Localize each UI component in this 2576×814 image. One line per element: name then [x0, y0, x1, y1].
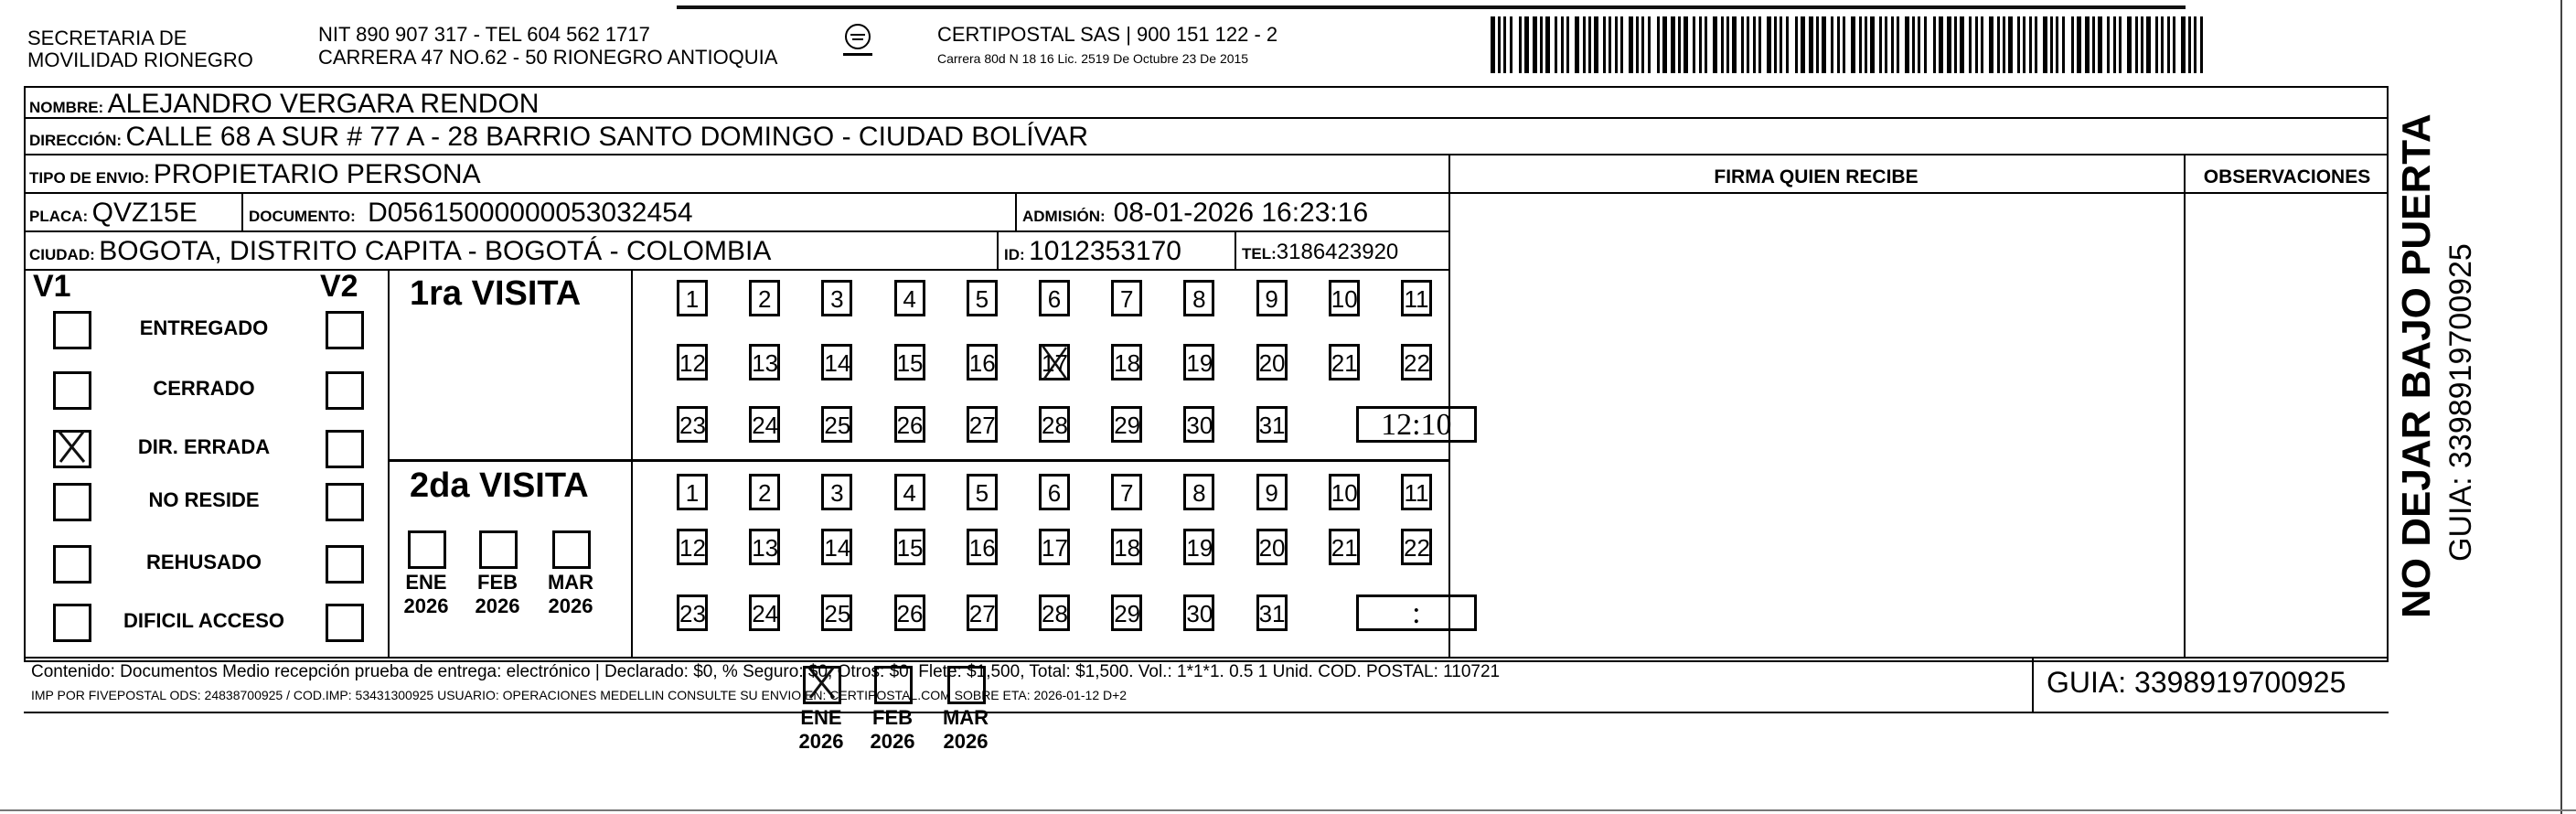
barcode-bar	[1924, 16, 1927, 73]
page-edge	[2560, 0, 2562, 814]
visit1-month-year: 2026	[943, 730, 989, 753]
barcode-bar	[1969, 16, 1972, 73]
barcode-bar	[2003, 16, 2005, 73]
visit1-day-box[interactable]: 13	[749, 344, 780, 380]
nombre-field	[29, 89, 539, 120]
barcode-bar	[2135, 16, 2138, 73]
visit1-day-box[interactable]: 31	[1256, 406, 1288, 443]
visit2-day-box[interactable]: 28	[1039, 594, 1070, 631]
visit2-day-box[interactable]: 8	[1183, 474, 1214, 510]
barcode-bar	[2146, 16, 2151, 73]
sender-name-line1: SECRETARIA DE	[27, 27, 187, 49]
visit2-month-checkbox[interactable]	[552, 530, 591, 569]
barcode-bar	[1905, 16, 1909, 73]
footer-frame	[24, 657, 2389, 713]
status-v2-checkbox[interactable]	[326, 311, 364, 349]
barcode-bar	[2173, 16, 2175, 73]
barcode-bar	[1705, 16, 1707, 73]
visit1-day-box[interactable]: 7	[1111, 280, 1142, 316]
barcode-bar	[2085, 16, 2090, 73]
visit2-month-name: ENE	[405, 571, 447, 594]
barcode-bar	[2119, 16, 2122, 73]
barcode-bar	[2113, 16, 2116, 73]
status-v1-checkbox[interactable]	[53, 430, 91, 468]
visit1-day-box[interactable]: 6	[1039, 280, 1070, 316]
barcode-bar	[2107, 16, 2110, 73]
visit1-day-box[interactable]: 20	[1256, 344, 1288, 380]
visit1-month-name: MAR	[942, 706, 989, 729]
visit1-day-box[interactable]: 29	[1111, 406, 1142, 443]
visit2-day-box[interactable]: 31	[1256, 594, 1288, 631]
barcode-bar	[2029, 16, 2032, 73]
visit2-month-label	[399, 571, 454, 618]
status-v1-checkbox[interactable]	[53, 545, 91, 584]
barcode-bar	[1939, 16, 1943, 73]
documento-label: DOCUMENTO:	[249, 208, 356, 225]
status-label: CERRADO	[153, 377, 255, 400]
divider-days	[631, 271, 633, 657]
visit2-month-year: 2026	[548, 594, 593, 617]
header-underline-right	[1448, 192, 2389, 194]
barcode-bar	[2098, 16, 2102, 73]
sender-nit: NIT 890 907 317 - TEL 604 562 1717	[318, 23, 650, 46]
barcode-bar	[1678, 16, 1681, 73]
sender-address: CARRERA 47 NO.62 - 50 RIONEGRO ANTIOQUIA	[318, 46, 778, 69]
status-v2-checkbox[interactable]	[326, 430, 364, 468]
barcode-bar	[1918, 16, 1920, 73]
barcode-bar	[1566, 16, 1569, 73]
courier-license: Carrera 80d N 18 16 Lic. 2519 De Octubre 23 De 2015	[937, 51, 1249, 66]
visit1-month-year: 2026	[798, 730, 844, 753]
barcode-bar	[1758, 16, 1761, 73]
barcode-bar	[1732, 16, 1737, 73]
visit1-day-box[interactable]: 30	[1183, 406, 1214, 443]
visit2-month-checkbox[interactable]	[479, 530, 518, 569]
barcode-bar	[2062, 16, 2065, 73]
footer-guia: GUIA: 3398919700925	[2047, 666, 2346, 699]
documento-value: D05615000000053032454	[368, 198, 693, 228]
visit1-day-box[interactable]: 16	[967, 344, 998, 380]
barcode-bar	[1933, 16, 1936, 73]
barcode-bar	[1774, 16, 1777, 73]
visit2-day-box[interactable]: 4	[894, 474, 925, 510]
visit2-day-box[interactable]: 23	[677, 594, 708, 631]
status-v1-checkbox[interactable]	[53, 604, 91, 642]
visit1-day-box[interactable]	[1039, 344, 1070, 380]
barcode-bar	[2161, 16, 2164, 73]
barcode-bar	[1885, 16, 1887, 73]
footer-contenido: Contenido: Documentos Medio recepción prueba de entrega: electrónico | Declarado: $0, % Seguro: $0, Otros: $0, Flete: $1,500, Total: $1,500. Vol.: 1*1*1. 0.5 1 Unid. COD. POSTAL: 110721	[31, 662, 1501, 681]
visit1-day-box[interactable]: 5	[967, 280, 998, 316]
barcode-bar	[1636, 16, 1639, 73]
visit2-day-box[interactable]: 3	[821, 474, 852, 510]
visit2-day-box[interactable]: 2	[749, 474, 780, 510]
barcode-bar	[1747, 16, 1749, 73]
tipo-value: PROPIETARIO PERSONA	[153, 159, 481, 189]
status-v1-checkbox[interactable]	[53, 483, 91, 521]
barcode-bar	[1981, 16, 1983, 73]
barcode-bar	[1699, 16, 1702, 73]
visit1-day-number: 17	[1042, 349, 1068, 377]
barcode-bar	[1721, 16, 1724, 73]
visit2-day-box[interactable]: 24	[749, 594, 780, 631]
barcode-bar	[2056, 16, 2058, 73]
visit2-day-box[interactable]: 17	[1039, 529, 1070, 565]
barcode-bar	[2077, 16, 2081, 73]
barcode-bar	[1540, 16, 1543, 73]
divider-obs	[2184, 155, 2186, 657]
barcode-bar	[1683, 16, 1688, 73]
admision-field	[1022, 198, 1368, 229]
barcode-bar	[2167, 16, 2170, 73]
visit1-day-box[interactable]: 12	[677, 344, 708, 380]
visit2-day-box[interactable]: 16	[967, 529, 998, 565]
barcode-bar	[1662, 16, 1667, 73]
visit1-title: 1ra VISITA	[410, 274, 582, 313]
barcode-bar	[1594, 16, 1598, 73]
barcode-bar	[1519, 16, 1522, 73]
barcode-bar	[1620, 16, 1623, 73]
tel-label: TEL:	[1242, 245, 1277, 262]
barcode-bar	[2023, 16, 2026, 73]
barcode-bar	[1859, 16, 1862, 73]
v1-header: V1	[33, 269, 71, 304]
bottom-edge	[0, 809, 2576, 811]
barcode-bar	[1954, 16, 1957, 73]
barcode-bar	[1947, 16, 1951, 73]
barcode-bar	[2071, 16, 2074, 73]
visit1-day-box[interactable]: 9	[1256, 280, 1288, 316]
barcode-bar	[1575, 16, 1579, 73]
visit1-day-box[interactable]: 25	[821, 406, 852, 443]
top-scan-edge	[677, 5, 2186, 9]
barcode-bar	[2092, 16, 2095, 73]
visit2-day-box[interactable]: 7	[1111, 474, 1142, 510]
visit2-time-box[interactable]: :	[1356, 594, 1477, 631]
certipostal-logo-icon	[839, 22, 876, 62]
barcode-bar	[2200, 16, 2203, 73]
ciudad-value: BOGOTA, DISTRITO CAPITA - BOGOTÁ - COLOMBIA	[99, 236, 772, 266]
id-label: ID:	[1004, 246, 1025, 263]
barcode-bar	[2050, 16, 2053, 73]
visit2-month-name: MAR	[547, 571, 594, 594]
visit2-month-year: 2026	[403, 594, 449, 617]
visit1-time-box[interactable]: 12:10	[1356, 406, 1477, 443]
barcode	[1491, 16, 2213, 73]
documento-field	[249, 198, 693, 229]
visit2-month-label	[543, 571, 598, 618]
visit2-day-box[interactable]: 1	[677, 474, 708, 510]
side-guia: GUIA: 3398919700925	[2443, 243, 2478, 562]
admision-value: 08-01-2026 16:23:16	[1113, 198, 1369, 228]
barcode-bar	[1989, 16, 1993, 73]
visit1-day-box[interactable]: 2	[749, 280, 780, 316]
direccion-label: DIRECCIÓN:	[29, 132, 123, 149]
barcode-bar	[1865, 16, 1867, 73]
barcode-bar	[1997, 16, 2000, 73]
visit1-day-box[interactable]: 3	[821, 280, 852, 316]
visit2-day-box[interactable]: 15	[894, 529, 925, 565]
status-label: DIR. ERRADA	[137, 435, 271, 458]
barcode-bar	[2127, 16, 2132, 73]
barcode-bar	[1801, 16, 1805, 73]
visit2-day-box[interactable]: 30	[1183, 594, 1214, 631]
barcode-bar	[1498, 16, 1501, 73]
side-warning: NO DEJAR BAJO PUERTA	[2394, 113, 2439, 618]
visit2-month-label	[470, 571, 525, 618]
barcode-bar	[1671, 16, 1675, 73]
barcode-bar	[1555, 16, 1557, 73]
barcode-bar	[1837, 16, 1840, 73]
barcode-bar	[1897, 16, 1899, 73]
tel-value: 3186423920	[1276, 240, 1399, 264]
visit2-day-box[interactable]: 5	[967, 474, 998, 510]
status-label: NO RESIDE	[148, 488, 260, 511]
barcode-bar	[1891, 16, 1894, 73]
barcode-bar	[2194, 16, 2197, 73]
visit1-day-box[interactable]: 10	[1329, 280, 1360, 316]
placa-label: PLACA:	[29, 208, 89, 225]
visit2-day-box[interactable]: 6	[1039, 474, 1070, 510]
placa-value: QVZ15E	[91, 198, 198, 228]
barcode-bar	[1615, 16, 1618, 73]
visit2-day-box[interactable]: 21	[1329, 529, 1360, 565]
barcode-bar	[1657, 16, 1660, 73]
visit2-month-checkbox[interactable]	[408, 530, 446, 569]
id-value: 1012353170	[1029, 236, 1181, 266]
visit2-month-name: FEB	[477, 571, 518, 594]
direccion-field	[29, 122, 1088, 153]
barcode-bar	[2181, 16, 2186, 73]
status-v2-checkbox[interactable]	[326, 371, 364, 410]
visit1-day-box[interactable]: 18	[1111, 344, 1142, 380]
barcode-bar	[2035, 16, 2037, 73]
visit2-day-box[interactable]: 22	[1401, 529, 1432, 565]
status-label: REHUSADO	[146, 551, 262, 573]
visit1-day-box[interactable]: 24	[749, 406, 780, 443]
divider-tel	[1235, 232, 1236, 271]
barcode-bar	[1693, 16, 1695, 73]
visit2-day-box[interactable]: 10	[1329, 474, 1360, 510]
visit2-day-box[interactable]: 27	[967, 594, 998, 631]
barcode-bar	[1726, 16, 1729, 73]
visit2-day-box[interactable]: 14	[821, 529, 852, 565]
barcode-bar	[1603, 16, 1606, 73]
visit1-day-box[interactable]: 27	[967, 406, 998, 443]
id-field	[1004, 236, 1181, 267]
barcode-bar	[1561, 16, 1564, 73]
visit1-day-box[interactable]: 15	[894, 344, 925, 380]
sender-name-line2: MOVILIDAD RIONEGRO	[27, 48, 253, 71]
nombre-value: ALEJANDRO VERGARA RENDON	[107, 89, 540, 119]
visit2-day-box[interactable]: 13	[749, 529, 780, 565]
visit2-title: 2da VISITA	[410, 466, 589, 505]
visit2-day-box[interactable]: 12	[677, 529, 708, 565]
barcode-bar	[1503, 16, 1506, 73]
divider-admision	[1015, 194, 1017, 232]
visit2-day-box[interactable]: 20	[1256, 529, 1288, 565]
status-v2-checkbox[interactable]	[326, 604, 364, 642]
visit1-day-box[interactable]: 23	[677, 406, 708, 443]
v2-header: V2	[320, 269, 358, 304]
barcode-bar	[2188, 16, 2191, 73]
divider-placa	[241, 194, 243, 232]
barcode-bar	[1780, 16, 1782, 73]
footer-imp: IMP POR FIVEPOSTAL ODS: 24838700925 / COD.IMP: 53431300925 USUARIO: OPERACIONES MEDELLIN CONSULTE SU ENVIO EN: CERTIPOSTAL.COM SOBRE ETA: 2026-01-12 D+2	[31, 688, 1128, 702]
barcode-bar	[2043, 16, 2047, 73]
visit1-day-box[interactable]: 22	[1401, 344, 1432, 380]
status-v2-checkbox[interactable]	[326, 545, 364, 584]
barcode-bar	[1912, 16, 1915, 73]
barcode-bar	[1588, 16, 1591, 73]
visit1-month-year: 2026	[870, 730, 915, 753]
visit1-day-box[interactable]: 26	[894, 406, 925, 443]
visit2-day-box[interactable]: 25	[821, 594, 852, 631]
barcode-bar	[1843, 16, 1845, 73]
barcode-bar	[2017, 16, 2020, 73]
observaciones-header: OBSERVACIONES	[2203, 166, 2371, 187]
barcode-bar	[1795, 16, 1798, 73]
barcode-bar	[1609, 16, 1611, 73]
admision-label: ADMISIÓN:	[1022, 208, 1106, 225]
direccion-value: CALLE 68 A SUR # 77 A - 28 BARRIO SANTO DOMINGO - CIUDAD BOLÍVAR	[125, 122, 1089, 152]
status-v1-checkbox[interactable]	[53, 311, 91, 349]
ciudad-field	[29, 236, 771, 267]
divider-id	[997, 232, 999, 271]
barcode-bar	[1767, 16, 1771, 73]
visit1-day-box[interactable]: 1	[677, 280, 708, 316]
barcode-bar	[1524, 16, 1529, 73]
visit1-day-box[interactable]: 21	[1329, 344, 1360, 380]
barcode-bar	[1545, 16, 1550, 73]
barcode-bar	[2008, 16, 2013, 73]
barcode-bar	[1831, 16, 1833, 73]
barcode-bar	[1816, 16, 1819, 73]
barcode-bar	[1491, 16, 1495, 73]
tipo-field	[29, 159, 481, 190]
status-label: ENTREGADO	[139, 316, 269, 339]
visit1-day-box[interactable]: 4	[894, 280, 925, 316]
barcode-bar	[1879, 16, 1882, 73]
barcode-bar	[1510, 16, 1512, 73]
barcode-bar	[1809, 16, 1813, 73]
visit2-month-year: 2026	[475, 594, 520, 617]
barcode-bar	[1533, 16, 1537, 73]
visit1-month-name: ENE	[800, 706, 842, 729]
barcode-bar	[1741, 16, 1744, 73]
courier-line: CERTIPOSTAL SAS | 900 151 122 - 2	[937, 23, 1278, 46]
visit2-day-box[interactable]: 18	[1111, 529, 1142, 565]
visit1-day-box[interactable]: 28	[1039, 406, 1070, 443]
visit2-day-box[interactable]: 26	[894, 594, 925, 631]
barcode-bar	[1786, 16, 1789, 73]
divider-status	[388, 271, 390, 657]
visit1-day-box[interactable]: 19	[1183, 344, 1214, 380]
barcode-bar	[1648, 16, 1651, 73]
visit2-day-box[interactable]: 11	[1401, 474, 1432, 510]
status-v2-checkbox[interactable]	[326, 483, 364, 521]
barcode-bar	[1822, 16, 1826, 73]
barcode-bar	[1975, 16, 1978, 73]
status-label: DIFICIL ACCESO	[123, 609, 284, 632]
barcode-bar	[1641, 16, 1644, 73]
barcode-bar	[1629, 16, 1633, 73]
barcode-bar	[1960, 16, 1964, 73]
visit1-day-box[interactable]: 8	[1183, 280, 1214, 316]
visit1-day-box[interactable]: 11	[1401, 280, 1432, 316]
visit2-day-box[interactable]: 9	[1256, 474, 1288, 510]
placa-field	[29, 198, 198, 229]
tel-field	[1242, 240, 1398, 265]
status-v1-checkbox[interactable]	[53, 371, 91, 410]
barcode-bar	[1713, 16, 1717, 73]
ciudad-label: CIUDAD:	[29, 246, 95, 263]
visit1-day-box[interactable]: 14	[821, 344, 852, 380]
barcode-bar	[1583, 16, 1586, 73]
barcode-bar	[2141, 16, 2143, 73]
firma-header: FIRMA QUIEN RECIBE	[1714, 166, 1919, 187]
tipo-label: TIPO DE ENVIO:	[29, 169, 150, 187]
barcode-bar	[1870, 16, 1875, 73]
visit2-day-box[interactable]: 29	[1111, 594, 1142, 631]
visit1-month-name: FEB	[872, 706, 913, 729]
divider-visits	[388, 459, 1450, 462]
barcode-bar	[2155, 16, 2158, 73]
visit2-day-box[interactable]: 19	[1183, 529, 1214, 565]
barcode-bar	[1753, 16, 1756, 73]
barcode-bar	[1851, 16, 1855, 73]
nombre-label: NOMBRE:	[29, 99, 104, 116]
